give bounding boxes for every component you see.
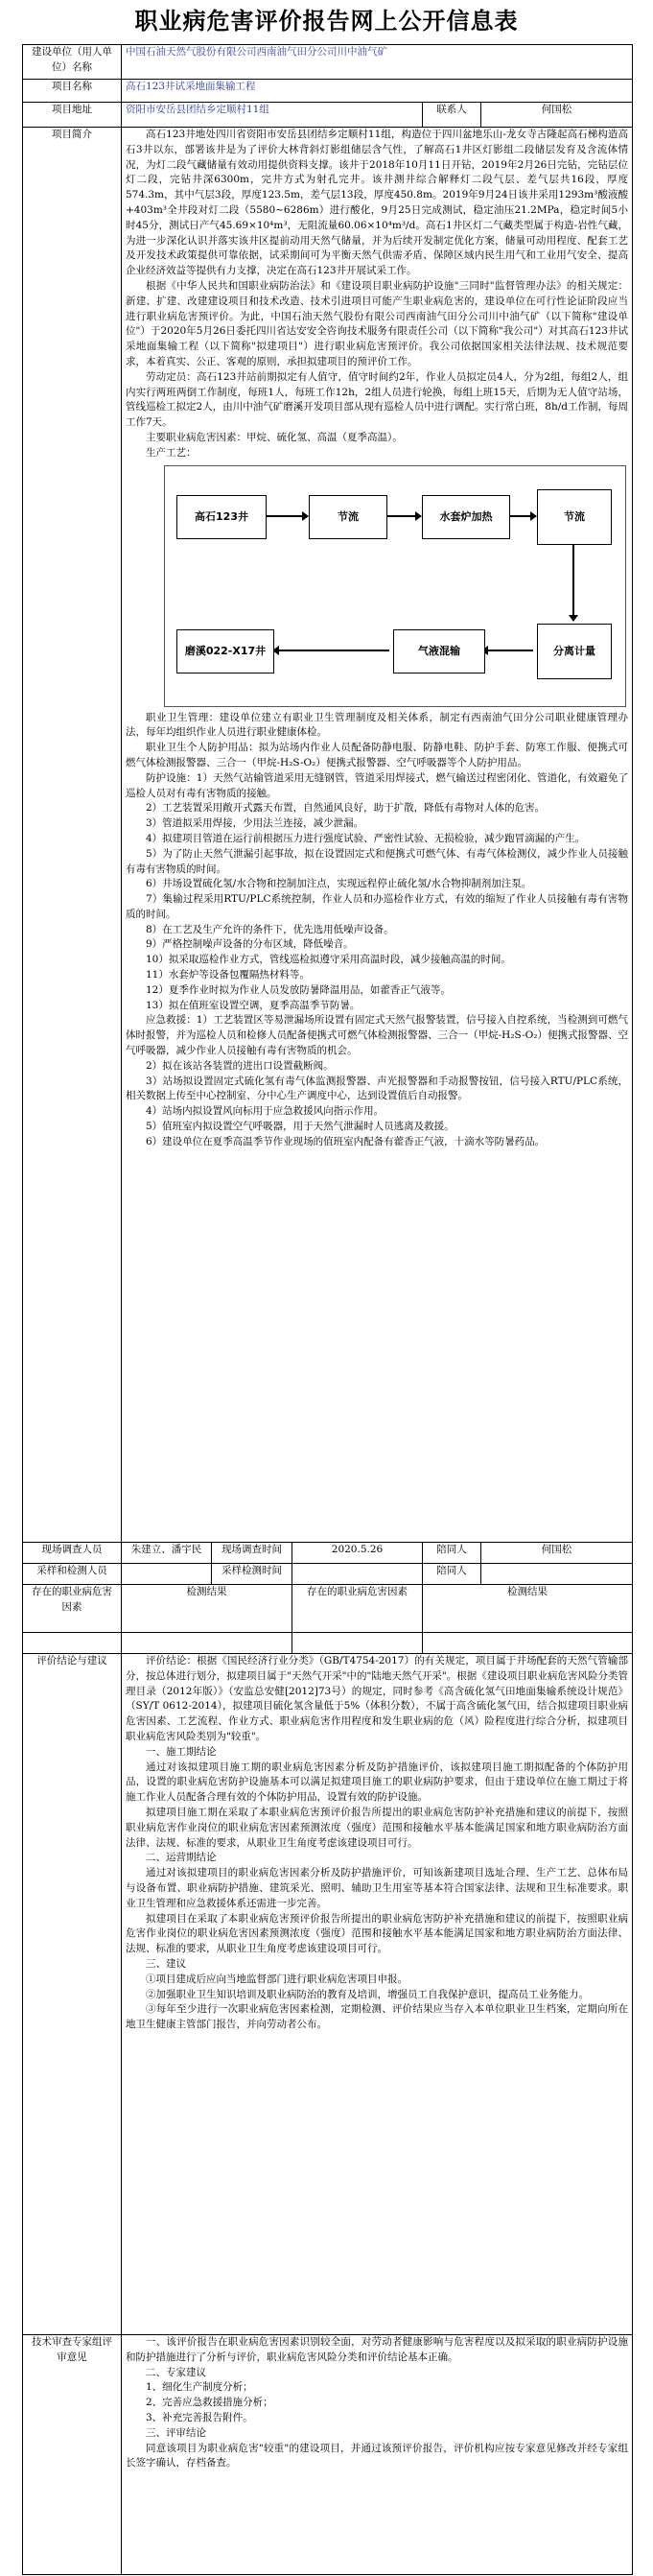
conclusion-para: ②加强职业卫生知识培训及职业病防治的教育及培训，增强员工自我保护意识，提高员工业务能力。 — [146, 1988, 589, 2000]
unit-label: 建设单位（用人单位）名称 — [23, 45, 122, 80]
results-cell — [122, 1633, 292, 1654]
protection-item: 6）井场设置硫化氢/水合物和控制加注点，实现远程停止硫化氢/水合物抑制剂加注泵。 — [146, 878, 532, 890]
conclusion-para: 通过对该拟建项目施工期的职业病危害因素分析及防护措施评价，该拟建项目施工期拟配备的个体防护用品，设置的职业病危害防护设施基本可以满足拟建项目施工的职业病防护要求，但由于建设单位在施工期过于将施工作业人员配备合理有效的个体防护用品，设置有效的防护设施。 — [126, 1761, 628, 1804]
flow-box-transport: 气液混输 — [393, 629, 485, 674]
protection-item: 4）站场内拟设置风向标用于应急救援风向指示作用。 — [146, 1105, 385, 1118]
conclusion-content — [122, 1654, 633, 2335]
flow-arrow-3 — [510, 515, 531, 517]
detection-result-label: 检测结果 — [122, 1585, 292, 1633]
results-cell — [23, 1633, 122, 1654]
results-cell — [292, 1633, 423, 1654]
contact-label: 联系人 — [423, 103, 481, 128]
hazard-factors-label-2: 存在的职业病危害因素 — [292, 1585, 423, 1633]
conclusion-para: ①项目建成后应向当地监督部门进行职业病危害项目申报。 — [146, 1973, 408, 1985]
protection-item: 3）站场拟设置固定式硫化氢有毒气体监测报警器、声光报警器和手动报警按钮，信号接入RTU/PLC系统，相关数据上传至中心控制室、分中心生产调度中心，达到设置值后自动报警。 — [126, 1075, 628, 1102]
survey-time-label: 现场调查时间 — [212, 1543, 292, 1564]
protection-item: 2）拟在该站各装置的进出口设置截断阀。 — [146, 1059, 334, 1072]
intro-para-2: 根据《中华人民共和国职业病防治法》和《建设项目职业病防护设施"三同时"监督管理办法》的相关规定：新建、扩建、改建建设项目和技术改造、技术引进项目可能产生职业病危害的，建设单位在可行性论证阶段应当进行职业病危害预评价。为此，中国石油天然气股份有限公司西南油气田分公司川中油气矿（以下简称"建设单位"）于2020年5月26日委托四川省达安安全咨询技术服务有限责任公司（以下简称"我公司"）对其高石123井试采地面集输工程（以下简称"拟建项目"）进行职业病危害预评价。我公司依据国家相关法律法规、技术规范要求，本着真实、公正、客观的原则，承担拟建项目的预评价工作。 — [126, 279, 628, 367]
flow-arrow-6 — [278, 650, 389, 651]
protection-item: 5）值班室内拟设置空气呼吸器，用于天然气泄漏时人员逃离及救援。 — [146, 1121, 455, 1133]
protection-item: 10）拟采取巡检作业方式，管线巡检拟遵守采用高温时段，减少接触高温的时间。 — [146, 954, 511, 966]
intro-para-3: 劳动定员：高石123井站前期拟定有人值守，值守时间约2年，作业人员拟定员4人，分为2组，每组2人，组内实行两班两倒工作制度，每班1人，每班工作12h，2组人员进行轮换，每组上班15天，后期为无人值守站场，管线巡检工拟定2人，由川中油气矿磨溪开发项目部从现有巡检人员中进行调配。实行常白班，8h/d工作制，每周工作7天。 — [126, 370, 628, 429]
sampling-staff-value — [122, 1564, 212, 1585]
survey-staff-label: 现场调查人员 — [23, 1543, 122, 1564]
flow-arrow-5 — [487, 650, 533, 651]
protection-list — [126, 741, 628, 1150]
detection-result-label-2: 检测结果 — [423, 1585, 633, 1633]
process-flow-diagram — [164, 465, 626, 707]
review-label: 技术审查专家组评审意见 — [23, 2335, 122, 2575]
contact-value: 何国松 — [481, 103, 633, 128]
flow-box-throttle-1: 节流 — [309, 495, 387, 539]
conclusion-label: 评价结论与建议 — [23, 1654, 122, 2335]
protection-item: 8）在工艺及生产允许的条件下，优先选用低噪声设备。 — [146, 923, 394, 935]
sampling-escort-value — [481, 1564, 633, 1585]
conclusion-para: 评价结论：根据《国民经济行业分类》（GB/T4754-2017）的有关规定，项目属于井场配套的天然气管输部分，按总体进行划分，拟建项目属于"天然气开采"中的"陆地天然气开采"。根据《建设项目职业病危害风险分类管理目录（2012年版）》（安监总安健[2012]73号）的规定，同时参考《高含硫化氢气田地面集输系统设计规范》（SY/T 0612-2014），拟建项目硫化氢含量低于5%（体积分数），不属于高含硫化氢气田，结合拟建项目职业病危害因素、工艺流程、作业方式、职业病危害作用程度和发生职业病的危（风）险程度进行综合分析，拟建项目职业病危害风险类别为"较重"。 — [126, 1655, 628, 1742]
flow-box-throttle-2: 节流 — [537, 489, 612, 545]
conclusion-para: ③每年至少进行一次职业病危害因素检测，定期检测、评价结果应当存入本单位职业卫生档案，定期向所在地卫生健康主管部门报告，并向劳动者公布。 — [126, 2003, 628, 2031]
intro-content — [122, 128, 633, 1543]
flow-box-well: 高石123井 — [176, 495, 267, 539]
protection-item: 7）集输过程采用RTU/PLC系统控制，作业人员和办巡检作业方式，有效的缩短了作业人员接触有毒有害物质的时间。 — [126, 893, 628, 920]
review-para: 2、完善应急救援措施分析； — [146, 2397, 273, 2409]
protection-item: 12）夏季作业时拟为作业人员发放防暑降温用品，如藿香正气液等。 — [146, 983, 451, 996]
review-heading: 二、专家建议 — [146, 2366, 206, 2378]
protection-item: 13）拟在值班室设置空调，夏季高温季节防暑。 — [146, 999, 361, 1011]
intro-process-title: 生产工艺： — [146, 446, 197, 459]
review-para: 3、补充完善报告附件。 — [146, 2411, 253, 2423]
review-para: 同意该项目为职业病危害"较重"的建设项目，并通过该预评价报告，评价机构应按专家意见修改并经专家组长签字确认，存档备查。 — [126, 2442, 628, 2470]
flow-box-metering: 分离计量 — [537, 624, 612, 679]
info-table — [22, 44, 633, 2575]
intro-label: 项目简介 — [23, 128, 122, 1543]
flow-arrow-1 — [267, 515, 303, 517]
protection-item: 4）拟建项目管道在运行前根据压力进行强度试验、严密性试验、无损检验，减少跑冒滴漏的产生。 — [146, 832, 586, 844]
intro-para-1: 高石123井地处四川省资阳市安岳县团结乡定顺村11组，构造位于四川盆地乐山-龙女寺古隆起高石梯构造高石3井以东，部署该井是为了评价大林背斜灯影组储层含气性，了解高石1井区灯影组二段储层发育及含流体情况，为灯二段气藏储量有效动用提供资料支撑。该井于2018年10月11日开钻，2019年2月26日完钻，完钻层位灯二段，完钻井深6300m，完井方式为射孔完井。该井测井综合解释灯二段气层、差气层共16段，厚度574.3m，其中气层3段，厚度123.5m，差气层13段，厚度450.8m。2019年9月24日该井采用1293m³酸液酸+403m³全井段对灯二段（5580~6286m）进行酸化，9月25日完成测试，稳定油压21.2MPa，稳定时间5小时45分，测试日产气45.69×10⁴m³，无阻流量60.06×10⁴m³/d。高石1井区灯二气藏类型属于构造-岩性气藏，为进一步深化认识并落实该井区提前动用天然气储量，并为后续开发制定优化方案，储量可动用程度、配套工艺及开发技术政策提供可靠依据，试采期间可为平衡天然气供需矛盾、保障区域内民生用气和工业用气安全、提高企业经济效益等提供有力支撑，决定在高石123井开展试采工作。 — [126, 129, 628, 277]
review-content — [122, 2335, 633, 2575]
conclusion-para: 拟建项目施工期在采取了本职业病危害预评价报告所提出的职业病危害防护补充措施和建议的前提下，按照职业病危害作业岗位的职业病危害因素预测浓度（强度）范围和接触水平基本能满足国家和地方职业病防治方面法律、法规、标准的要求，从职业卫生角度考虑该建设项目可行。 — [126, 1806, 628, 1849]
intro-health-mgmt: 职业卫生管理：建设单位建立有职业卫生管理制度及相关体系，制定有西南油气田分公司职业健康管理办法，每年均组织作业人员进行职业健康体检。 — [126, 711, 628, 739]
flow-arrow-2 — [387, 515, 416, 517]
review-para: 一、该评价报告在职业病危害因素识别较全面，对劳动者健康影响与危害程度以及拟采取的职业病防护设施和防护措施进行了分析与评价，职业病危害风险分类和评价结论基本正确。 — [126, 2336, 628, 2363]
protection-item: 11）水套炉等设备包覆隔热材料等。 — [146, 969, 310, 981]
page-title: 职业病危害评价报告网上公开信息表 — [134, 8, 519, 35]
conclusion-heading: 三、建议 — [146, 1957, 186, 1970]
protection-item: 职业卫生个人防护用品：拟为站场内作业人员配备防静电服、防静电鞋、防护手套、防寒工作服、便携式可燃气体检测报警器、三合一（甲烷-H₂S-O₂）便携式报警器、空气呼吸器等个人防护用品。 — [126, 742, 628, 768]
protection-item: 9）严格控制噪声设备的分布区域，降低噪音。 — [146, 938, 354, 951]
conclusion-para: 通过对该拟建项目的职业病危害因素分析及防护措施评价，可知该新建项目选址合理、生产工艺、总体布局与设备布置、职业病防护措施、建筑采光、照明、辅助卫生用室等基本符合国家法律、法规和卫生标准要求。职业卫生管理和应急救援体系还需进一步完善。 — [126, 1867, 628, 1909]
sampling-time-label: 采样检测时间 — [212, 1564, 292, 1585]
review-heading: 三、评审结论 — [146, 2426, 206, 2439]
protection-item: 2）工艺装置采用敞开式露天布置，自然通风良好，助于扩散，降低有毒物对人体的危害。 — [146, 802, 546, 815]
project-name-value: 高石123井试采地面集输工程 — [122, 80, 633, 103]
project-name-label: 项目名称 — [23, 80, 122, 103]
conclusion-para: 拟建项目在采取了本职业病危害预评价报告所提出的职业病危害防护补充措施和建议的前提下，按照职业病危害作业岗位的职业病危害因素预测浓度（强度）范围和接触水平基本能满足国家和地方职业病防治方面法律、法规、标准的要求，从职业卫生角度考虑该建设项目可行。 — [126, 1912, 628, 1955]
sampling-time-value — [292, 1564, 423, 1585]
protection-item: 防护设施：1）天然气站输管道采用无缝钢管，管道采用焊接式，燃气输送过程密闭化、管道化，有效避免了巡检人员对有毒有害物质的接触。 — [126, 771, 628, 799]
address-label: 项目地址 — [23, 103, 122, 128]
sampling-escort-label: 陪同人 — [423, 1564, 481, 1585]
flow-box-destination: 磨溪022-X17井 — [176, 629, 274, 674]
protection-item: 应急救援：1）工艺装置区等易泄漏场所设置有固定式天然气报警装置，信号接入自控系统，当检测到可燃气体时报警，并为巡检人员和检修人员配备便携式可燃气体检测报警器、三合一（甲烷-H₂S-O₂）便携式报警器、空气呼吸器，减少作业人员接触有毒有害物质的机会。 — [126, 1014, 628, 1057]
review-para: 1、细化生产制度分析； — [146, 2381, 253, 2394]
survey-escort-label: 陪同人 — [423, 1543, 481, 1564]
address-value: 资阳市安岳县团结乡定顺村11组 — [122, 103, 423, 128]
protection-item: 6）建设单位在夏季高温季节作业现场的值班室内配备有藿香正气液，十滴水等防暑药品。 — [146, 1135, 546, 1147]
protection-item: 3）管道拟采用焊接，少用法兰连接，减少泄漏。 — [146, 817, 364, 830]
survey-escort-value: 何国松 — [481, 1543, 633, 1564]
unit-value: 中国石油天然气股份有限公司西南油气田分公司川中油气矿 — [122, 45, 633, 80]
flow-arrow-4 — [572, 545, 574, 616]
survey-time-value: 2020.5.26 — [292, 1543, 423, 1564]
hazard-factors-label: 存在的职业病危害因素 — [23, 1585, 122, 1633]
flow-box-heater: 水套炉加热 — [422, 495, 510, 539]
conclusion-heading: 一、施工期结论 — [146, 1745, 217, 1758]
protection-item: 5）为了防止天然气泄漏引起事故，拟在设置固定式和便携式可燃气体、有毒气体检测仪，减少作业人员接触有毒有害物质的时间。 — [126, 847, 628, 875]
intro-hazards: 主要职业病危害因素：甲烷、硫化氢、高温（夏季高温）。 — [146, 431, 403, 443]
sampling-staff-label: 采样和检测人员 — [23, 1564, 122, 1585]
results-cell — [423, 1633, 633, 1654]
survey-staff-value: 朱建立、潘宇民 — [122, 1543, 212, 1564]
conclusion-heading: 二、运营期结论 — [146, 1852, 217, 1864]
